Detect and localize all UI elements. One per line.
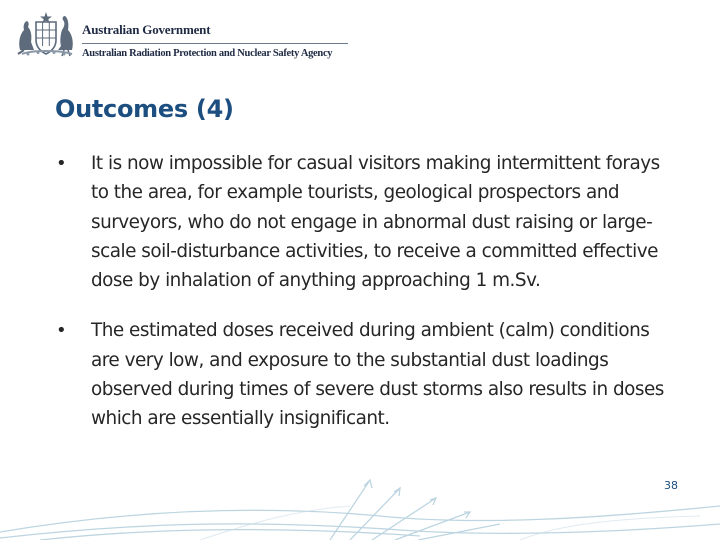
agency-name: Australian Radiation Protection and Nuclear Safety Agency (82, 48, 333, 59)
bullet-marker: • (56, 153, 67, 174)
slide-title: Outcomes (4) (55, 95, 234, 123)
page-number: 38 (664, 479, 678, 492)
footer-decoration (0, 460, 720, 540)
bullet-item (56, 149, 676, 295)
bullet-text: It is now impossible for casual visitors making intermittent forays to the area, for example tourists, geological prospectors and surveyors, who do not engage in abnormal dust raising or large-scale soil-disturbance activities, to receive a committed effective dose by inhalation of anything approaching 1 m.Sv. (91, 153, 660, 292)
bullet-text: The estimated doses received during ambient (calm) conditions are very low, and exposure to the substantial dust loadings observed during times of severe dust storms also results in doses which are essentially insignificant. (91, 320, 664, 430)
header-divider (82, 43, 348, 44)
bullet-list (56, 149, 676, 434)
bullet-item (56, 316, 676, 433)
coat-of-arms-icon (14, 10, 78, 58)
government-name: Australian Government (82, 22, 211, 37)
slide-header (14, 10, 354, 60)
bullet-marker: • (56, 320, 67, 342)
